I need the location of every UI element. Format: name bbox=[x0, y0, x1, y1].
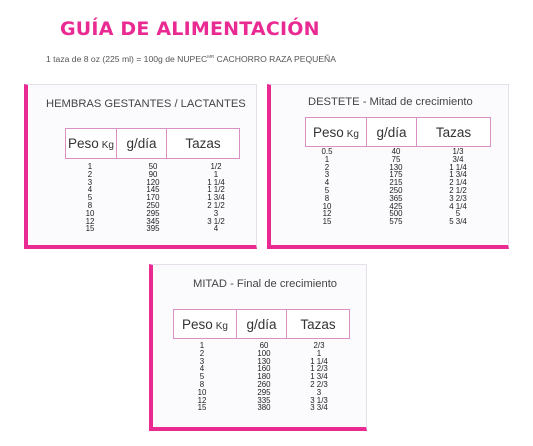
cell-tazas: 2 2/3 bbox=[310, 379, 328, 389]
cell-gramos: 160 bbox=[257, 364, 271, 374]
cell-gramos: 60 bbox=[259, 341, 269, 350]
cell-gramos: 40 bbox=[391, 147, 401, 156]
cell-peso: 15 bbox=[322, 217, 332, 227]
peso-label: Peso bbox=[181, 316, 213, 332]
cell-gramos: 215 bbox=[389, 178, 403, 188]
peso-unit: Kg bbox=[215, 320, 228, 332]
feeding-table-card bbox=[149, 264, 367, 431]
cell-peso: 10 bbox=[322, 201, 332, 211]
cell-tazas: 3 3/4 bbox=[310, 403, 328, 413]
cell-gramos: 175 bbox=[389, 170, 403, 180]
cell-peso: 15 bbox=[85, 224, 95, 234]
cell-gramos: 120 bbox=[146, 177, 160, 187]
peso-unit: Kg bbox=[101, 140, 114, 151]
cell-gramos: 295 bbox=[257, 387, 271, 397]
cell-tazas: 1 3/4 bbox=[207, 193, 225, 203]
table-header bbox=[305, 117, 491, 147]
cell-gramos: 425 bbox=[389, 201, 403, 211]
cell-gramos: 130 bbox=[257, 356, 271, 366]
table-body bbox=[305, 148, 491, 226]
cell-tazas: 1 2/3 bbox=[310, 364, 328, 374]
table-header bbox=[173, 309, 350, 339]
table-title: DESTETE - Mitad de crecimiento bbox=[308, 96, 473, 108]
column-header-peso bbox=[306, 118, 366, 146]
cell-tazas: 4 1/4 bbox=[449, 201, 467, 211]
cell-gramos: 295 bbox=[146, 208, 160, 218]
cell-tazas: 1/3 bbox=[452, 147, 464, 156]
cell-peso: 1 bbox=[199, 341, 205, 350]
cell-peso: 2 bbox=[87, 169, 93, 179]
cell-tazas: 1 bbox=[316, 348, 322, 358]
cell-gramos: 335 bbox=[257, 395, 271, 405]
cell-gramos: 395 bbox=[146, 224, 160, 234]
cell-tazas: 1 1/4 bbox=[310, 356, 328, 366]
cell-peso: 3 bbox=[199, 356, 205, 366]
cell-gramos: 250 bbox=[146, 200, 160, 210]
cell-tazas: 1 1/2 bbox=[207, 185, 225, 195]
page-title: GUÍA DE ALIMENTACIÓN bbox=[60, 18, 320, 40]
cell-peso: 2 bbox=[324, 162, 330, 172]
cell-peso: 10 bbox=[197, 387, 207, 397]
cell-peso: 12 bbox=[322, 209, 332, 219]
column-header-peso bbox=[174, 310, 236, 338]
cell-peso: 0.5 bbox=[321, 147, 333, 156]
cell-peso: 1 bbox=[87, 162, 93, 171]
cell-tazas: 3 bbox=[213, 208, 219, 218]
cell-peso: 2 bbox=[199, 348, 205, 358]
column-header-gdia: g/día bbox=[366, 118, 416, 146]
cell-tazas: 3 1/2 bbox=[207, 216, 225, 226]
cell-tazas: 3 1/3 bbox=[310, 395, 328, 405]
cell-tazas: 2 1/4 bbox=[449, 178, 467, 188]
cell-peso: 8 bbox=[199, 379, 205, 389]
column-header-tazas: Tazas bbox=[286, 310, 349, 338]
cell-tazas: 1 bbox=[213, 169, 219, 179]
feeding-table-card bbox=[24, 84, 257, 249]
cell-tazas: 1/2 bbox=[210, 162, 222, 171]
cell-tazas: 5 3/4 bbox=[449, 217, 467, 227]
table-row bbox=[65, 225, 240, 233]
cell-gramos: 260 bbox=[257, 379, 271, 389]
table-title: MITAD - Final de crecimiento bbox=[193, 278, 338, 290]
cell-gramos: 500 bbox=[389, 209, 403, 219]
table-body bbox=[65, 163, 240, 233]
peso-label: Peso bbox=[67, 136, 99, 151]
cell-peso: 3 bbox=[87, 177, 93, 187]
cell-gramos: 250 bbox=[389, 185, 403, 195]
cell-gramos: 170 bbox=[146, 193, 160, 203]
cell-tazas: 3 bbox=[316, 387, 322, 397]
cell-tazas: 1 3/4 bbox=[449, 170, 467, 180]
cell-peso: 1 bbox=[324, 154, 330, 164]
cell-tazas: 1 1/4 bbox=[207, 177, 225, 187]
column-header-gdia: g/día bbox=[236, 310, 286, 338]
cell-peso: 12 bbox=[85, 216, 95, 226]
cell-peso: 4 bbox=[87, 185, 93, 195]
table-title: HEMBRAS GESTANTES / LACTANTES bbox=[46, 98, 246, 110]
cell-peso: 15 bbox=[197, 403, 207, 413]
cell-peso: 5 bbox=[324, 185, 330, 195]
cell-gramos: 145 bbox=[146, 185, 160, 195]
cell-peso: 8 bbox=[87, 200, 93, 210]
cell-gramos: 50 bbox=[148, 162, 158, 171]
cell-tazas: 3/4 bbox=[452, 154, 464, 164]
cell-gramos: 100 bbox=[257, 348, 271, 358]
page-subtitle bbox=[46, 54, 336, 64]
peso-unit: Kg bbox=[346, 128, 359, 140]
feeding-table-card bbox=[267, 84, 509, 249]
cell-peso: 5 bbox=[87, 193, 93, 203]
cell-gramos: 345 bbox=[146, 216, 160, 226]
cell-tazas: 5 bbox=[455, 209, 461, 219]
cell-tazas: 1 3/4 bbox=[310, 372, 328, 382]
table-row bbox=[173, 404, 350, 412]
peso-label: Peso bbox=[312, 124, 344, 140]
subtitle-product: CACHORRO RAZA PEQUEÑA bbox=[214, 54, 336, 64]
cell-gramos: 75 bbox=[391, 154, 401, 164]
cell-gramos: 380 bbox=[257, 403, 271, 413]
cell-peso: 3 bbox=[324, 170, 330, 180]
table-row bbox=[305, 218, 491, 226]
column-header-tazas: Tazas bbox=[166, 129, 239, 158]
cell-tazas: 2/3 bbox=[313, 341, 325, 350]
cell-peso: 10 bbox=[85, 208, 95, 218]
cell-tazas: 2 1/2 bbox=[207, 200, 225, 210]
cell-tazas: 2 1/2 bbox=[449, 185, 467, 195]
column-header-peso bbox=[66, 129, 116, 158]
table-header bbox=[65, 128, 240, 159]
cell-gramos: 575 bbox=[389, 217, 403, 227]
cell-peso: 4 bbox=[199, 364, 205, 374]
cell-gramos: 90 bbox=[148, 169, 158, 179]
cell-peso: 5 bbox=[199, 372, 205, 382]
registered-mark: MR bbox=[207, 54, 215, 60]
cell-gramos: 180 bbox=[257, 372, 271, 382]
cell-peso: 12 bbox=[197, 395, 207, 405]
cell-tazas: 4 bbox=[213, 224, 219, 234]
column-header-tazas: Tazas bbox=[416, 118, 490, 146]
cell-gramos: 365 bbox=[389, 193, 403, 203]
cell-peso: 8 bbox=[324, 193, 330, 203]
subtitle-text: 1 taza de 8 oz (225 ml) = 100g de NUPEC bbox=[46, 54, 208, 64]
column-header-gdia: g/día bbox=[116, 129, 166, 158]
cell-tazas: 3 2/3 bbox=[449, 193, 467, 203]
table-body bbox=[173, 342, 350, 412]
cell-peso: 4 bbox=[324, 178, 330, 188]
cell-tazas: 1 1/4 bbox=[449, 162, 467, 172]
cell-gramos: 130 bbox=[389, 162, 403, 172]
